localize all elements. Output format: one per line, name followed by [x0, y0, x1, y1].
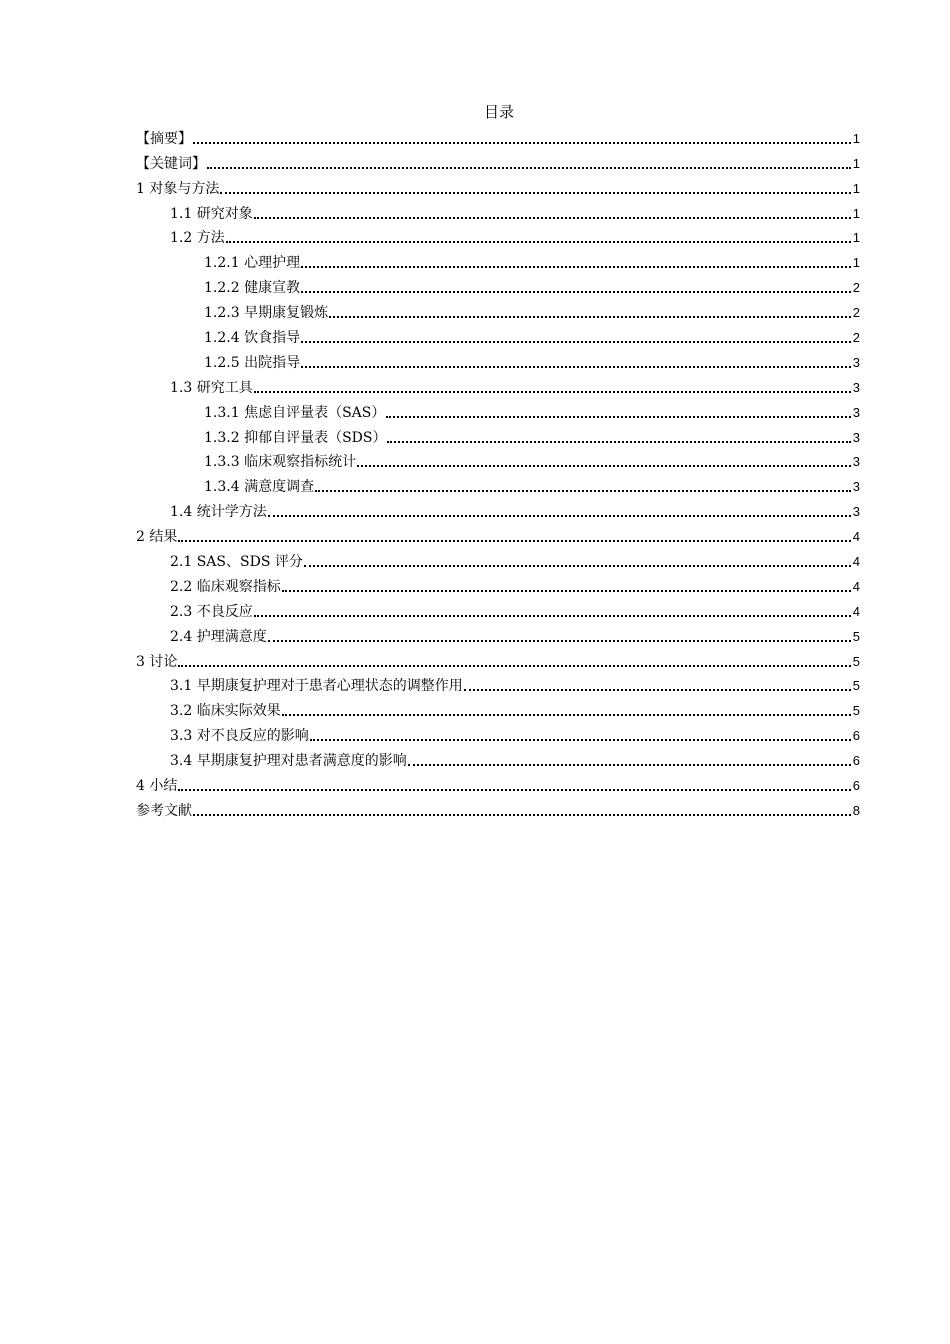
toc-dot-leader — [310, 739, 851, 741]
toc-entry-page-number: 4 — [852, 529, 860, 545]
toc-entry-label: 1.2.2 健康宣教 — [204, 280, 301, 297]
toc-dot-leader — [357, 465, 851, 467]
toc-entry[interactable] — [136, 449, 860, 474]
toc-entry-page-number: 4 — [852, 554, 860, 570]
toc-entry-page-number: 2 — [852, 305, 860, 321]
toc-dot-leader — [301, 291, 851, 293]
toc-entry-label: 3 讨论 — [136, 653, 178, 670]
toc-entry-page-number: 2 — [852, 280, 860, 296]
toc-entry-label: 4 小结 — [136, 778, 178, 795]
toc-entry-page-number: 1 — [852, 205, 860, 221]
toc-dot-leader — [178, 540, 851, 542]
toc-entry-label: 1.1 研究对象 — [170, 205, 253, 222]
toc-entry-page-number: 5 — [852, 628, 860, 644]
toc-entry-label: 3.2 临床实际效果 — [170, 703, 281, 720]
toc-entry[interactable] — [136, 150, 860, 175]
toc-entry[interactable] — [136, 498, 860, 523]
toc-entry[interactable] — [136, 399, 860, 424]
toc-dot-leader — [301, 266, 851, 268]
toc-entry-page-number: 3 — [852, 354, 860, 370]
toc-entry-page-number: 3 — [852, 454, 860, 470]
toc-entry-label: 1.3 研究工具 — [170, 379, 253, 396]
toc-entry-page-number: 1 — [852, 130, 860, 146]
toc-entry-page-number: 3 — [852, 404, 860, 420]
toc-dot-leader — [329, 316, 851, 318]
toc-dot-leader — [268, 640, 851, 642]
toc-dot-leader — [254, 615, 851, 617]
toc-dot-leader — [268, 515, 851, 517]
toc-entry[interactable] — [136, 225, 860, 250]
toc-entry-label: 3.4 早期康复护理对患者满意度的影响 — [170, 753, 407, 770]
toc-entry-label: 3.1 早期康复护理对于患者心理状态的调整作用 — [170, 678, 463, 695]
toc-entry-page-number: 3 — [852, 429, 860, 445]
toc-entry[interactable] — [136, 424, 860, 449]
toc-dot-leader — [193, 142, 851, 144]
toc-entry-page-number: 8 — [852, 802, 860, 818]
toc-entry-label: 1.2.3 早期康复锻炼 — [204, 305, 329, 322]
toc-dot-leader — [304, 565, 851, 567]
toc-dot-leader — [254, 391, 851, 393]
toc-entry[interactable] — [136, 623, 860, 648]
toc-entry[interactable] — [136, 573, 860, 598]
toc-entry-label: 3.3 对不良反应的影响 — [170, 728, 309, 745]
toc-dot-leader — [254, 217, 851, 219]
toc-title: 目录 — [483, 103, 514, 121]
toc-dot-leader — [220, 192, 851, 194]
toc-dot-leader — [464, 689, 851, 691]
toc-entry[interactable] — [136, 747, 860, 772]
toc-entry-label: 【摘要】 — [136, 130, 192, 147]
toc-entry-page-number: 3 — [852, 504, 860, 520]
toc-entry[interactable] — [136, 648, 860, 673]
toc-dot-leader — [226, 241, 851, 243]
toc-entry[interactable] — [136, 175, 860, 200]
toc-entry-label: 1.2.5 出院指导 — [204, 354, 301, 371]
toc-entry-label: 1 对象与方法 — [136, 180, 220, 197]
toc-dot-leader — [301, 341, 851, 343]
toc-entry-page-number: 1 — [852, 155, 860, 171]
toc-dot-leader — [301, 366, 851, 368]
toc-entry[interactable] — [136, 523, 860, 548]
toc-entry-page-number: 4 — [852, 578, 860, 594]
toc-entry-label: 2.1 SAS、SDS 评分 — [170, 554, 303, 571]
toc-dot-leader — [386, 416, 851, 418]
toc-entry-label: 2.2 临床观察指标 — [170, 578, 281, 595]
toc-entry[interactable] — [136, 598, 860, 623]
toc-entry-label: 1.2 方法 — [170, 230, 225, 247]
toc-entry[interactable] — [136, 797, 860, 822]
toc-entry-label: 参考文献 — [136, 802, 192, 819]
toc-entry-label: 2.4 护理满意度 — [170, 628, 267, 645]
toc-dot-leader — [178, 665, 851, 667]
toc-entry[interactable] — [136, 274, 860, 299]
toc-dot-leader — [282, 714, 851, 716]
toc-dot-leader — [282, 590, 851, 592]
toc-entry-label: 2 结果 — [136, 529, 178, 546]
toc-entry-page-number: 6 — [852, 753, 860, 769]
toc-entry-label: 1.2.4 饮食指导 — [204, 330, 301, 347]
toc-entry[interactable] — [136, 374, 860, 399]
toc-entry-page-number: 3 — [852, 379, 860, 395]
toc-entry-page-number: 6 — [852, 778, 860, 794]
toc-entry[interactable] — [136, 697, 860, 722]
toc-entry-label: 【关键词】 — [136, 155, 206, 172]
toc-entry[interactable] — [136, 349, 860, 374]
toc-entry-page-number: 3 — [852, 479, 860, 495]
toc-dot-leader — [315, 490, 851, 492]
toc-entry-label: 1.3.4 满意度调查 — [204, 479, 315, 496]
toc-entry-page-number: 6 — [852, 728, 860, 744]
toc-entry-page-number: 2 — [852, 330, 860, 346]
toc-entry-label: 1.3.1 焦虑自评量表（SAS） — [204, 404, 386, 421]
toc-entry-page-number: 5 — [852, 678, 860, 694]
toc-dot-leader — [178, 789, 851, 791]
toc-entry-page-number: 1 — [852, 180, 860, 196]
toc-entry-page-number: 1 — [852, 230, 860, 246]
toc-entry[interactable] — [136, 722, 860, 747]
toc-entry-label: 1.2.1 心理护理 — [204, 255, 301, 272]
toc-entry[interactable] — [136, 200, 860, 225]
toc-entry-label: 1.3.2 抑郁自评量表（SDS） — [204, 429, 387, 446]
toc-entry[interactable] — [136, 473, 860, 498]
toc-entry[interactable] — [136, 249, 860, 274]
toc-dot-leader — [387, 441, 851, 443]
toc-entry[interactable] — [136, 673, 860, 698]
toc-entry-label: 1.4 统计学方法 — [170, 504, 267, 521]
toc-entry-page-number: 5 — [852, 703, 860, 719]
toc-dot-leader — [408, 764, 851, 766]
toc-dot-leader — [193, 814, 851, 816]
toc-entry-page-number: 1 — [852, 255, 860, 271]
toc-dot-leader — [207, 167, 851, 169]
toc-entry[interactable] — [136, 548, 860, 573]
toc-entry[interactable] — [136, 125, 860, 150]
table-of-contents — [136, 125, 860, 822]
toc-entry[interactable] — [136, 772, 860, 797]
toc-entry-page-number: 5 — [852, 653, 860, 669]
toc-entry[interactable] — [136, 299, 860, 324]
toc-entry-label: 2.3 不良反应 — [170, 603, 253, 620]
toc-entry-label: 1.3.3 临床观察指标统计 — [204, 454, 357, 471]
toc-entry-page-number: 4 — [852, 603, 860, 619]
toc-entry[interactable] — [136, 324, 860, 349]
